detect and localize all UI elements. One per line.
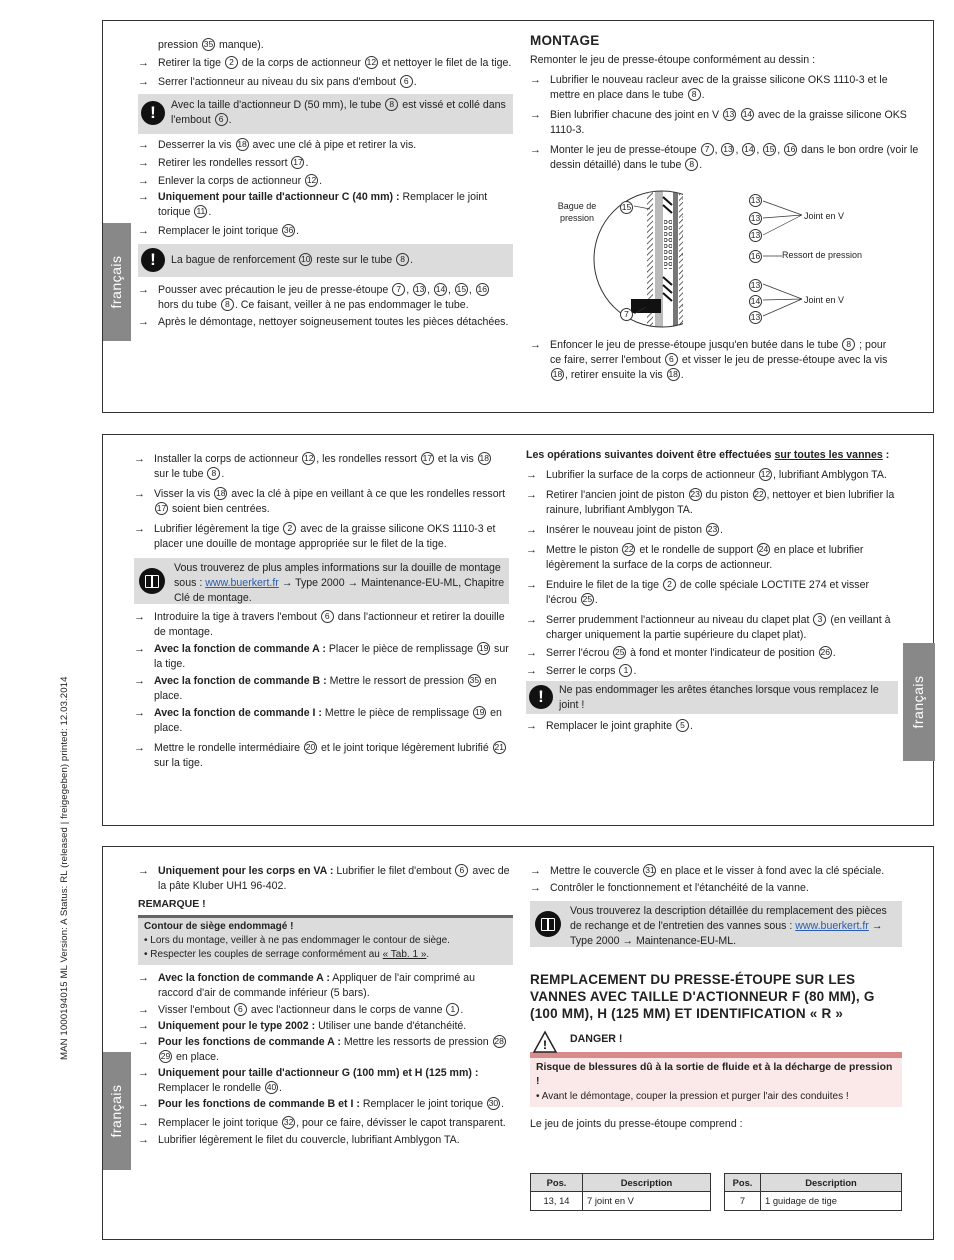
part-number-callout: 30 bbox=[488, 1097, 499, 1108]
part-number-callout: 19 bbox=[478, 643, 489, 654]
part-number-callout: 6 bbox=[234, 1003, 247, 1016]
all-valves-steps bbox=[526, 448, 898, 734]
part-number-callout: 12 bbox=[304, 453, 314, 463]
step: → Lubrifier légèrement la tige 2 avec de la graisse silicone OKS 1110-3 et placer une douille de montage appropriée sur le filet de la tige. bbox=[134, 522, 509, 552]
callout-16: 16 bbox=[750, 251, 761, 261]
disassembly-steps bbox=[138, 38, 513, 330]
step: → Uniquement pour le type 2002 : Utiliser une bande d'étanchéité. bbox=[138, 1019, 513, 1034]
joint-label: Joint en V bbox=[804, 211, 845, 221]
step: → Installer la corps de actionneur 12 , les rondelles ressort 17 et la vis 18 sur le tube 8 . bbox=[134, 452, 509, 482]
exclamation-icon: ! bbox=[529, 685, 553, 709]
step: → Retirer l'ancien joint de piston 23 du piston 22 , nettoyer et bien lubrifier la rainure, lubrifiant Amblygon TA. bbox=[526, 488, 898, 518]
step: → Pour les fonctions de commande B et I : Remplacer le joint torique 30 . bbox=[138, 1097, 513, 1112]
step: → Avec la fonction de commande A : Appliquer de l'air comprimé au raccord d'air de commande inférieur (5 bars). bbox=[138, 971, 513, 1001]
part-number-callout: 17 bbox=[156, 503, 167, 514]
part-number-callout: 11 bbox=[194, 205, 207, 218]
part-number-callout: 24 bbox=[758, 544, 769, 555]
part-number-callout: 18 bbox=[216, 488, 226, 499]
step: → Visser l'embout 6 avec l'actionneur dans le corps de vanne 1 . bbox=[138, 1003, 513, 1018]
step: → Lubrifier le nouveau racleur avec de la graisse silicone OKS 1110-3 et le mettre en place dans le tube 8 . bbox=[530, 73, 920, 103]
part-number-callout: 19 bbox=[474, 707, 485, 718]
part-number-callout: 18 bbox=[237, 139, 247, 150]
part-number-callout: 23 bbox=[707, 524, 718, 535]
manual-book-icon bbox=[139, 568, 165, 594]
part-number-callout: 18 bbox=[668, 369, 678, 380]
step: → Insérer le nouveau joint de piston 23 . bbox=[526, 523, 898, 538]
step: → Uniquement pour les corps en VA : Lubrifier le filet d'embout 6 avec de la pâte Kluber UH1 96-402. bbox=[138, 864, 513, 894]
final-steps bbox=[138, 864, 513, 1148]
step: → Monter le jeu de presse-étoupe 7 , 13 , 14 , 15 , 16 dans le bon ordre (voir le dessin détaillé) dans le tube 8 . bbox=[530, 143, 920, 173]
info-note: Vous trouverez de plus amples informations sur la douille de montage sous : www.buerkert.fr → Type 2000 → Maintenance-EU-ML, Chapitre Clé de montage. bbox=[134, 558, 509, 604]
replacement-section bbox=[530, 864, 902, 1132]
step: → Avec la fonction de commande I : Mettre le pièce de remplissage 19 en place. bbox=[134, 706, 509, 736]
step: → Serrer prudemment l'actionneur au niveau du clapet plat 3 (en veillant à charger uniquement la partie supérieure du clapet plat). bbox=[526, 613, 898, 643]
part-number-callout: 13 bbox=[724, 108, 735, 119]
danger-triangle-icon bbox=[532, 1030, 558, 1054]
part-number-callout: 20 bbox=[305, 742, 316, 753]
step: → Desserrer la vis 18 avec une clé à pipe et retirer la vis. bbox=[138, 138, 513, 153]
panel-reassembly bbox=[102, 434, 934, 826]
part-number-callout: 35 bbox=[203, 39, 214, 49]
panel-disassembly bbox=[102, 20, 934, 413]
part-number-callout: 2 bbox=[663, 578, 676, 591]
parts-table-2: Pos. Description 7 1 guidage de tige bbox=[724, 1173, 902, 1211]
part-number-callout: 28 bbox=[494, 1035, 504, 1046]
step: → Mettre le piston 22 et le rondelle de support 24 en place et lubrifier légèrement la surface de la corps de actionneur. bbox=[526, 543, 898, 573]
part-number-callout: 14 bbox=[744, 144, 754, 155]
callout-13: 13 bbox=[750, 312, 761, 322]
manual-book-icon bbox=[535, 911, 561, 937]
step: → Pousser avec précaution le jeu de presse-étoupe 7 , 13 , 14 , 15 , 16 hors du tube 8 . Ce faisant, veiller à ne pas endommager le tube. bbox=[138, 283, 513, 313]
part-number-callout: 8 bbox=[842, 338, 855, 351]
part-number-callout: 1 bbox=[619, 664, 632, 677]
part-number-callout: 13 bbox=[414, 284, 425, 295]
callout-7: 7 bbox=[620, 308, 633, 321]
svg-text:!: ! bbox=[543, 1037, 547, 1052]
part-number-callout: 32 bbox=[283, 1116, 294, 1127]
step: → Enduire le filet de la tige 2 de colle spéciale LOCTITE 274 et visser l'écrou 25 . bbox=[526, 578, 898, 608]
warning-note: ! La bague de renforcement 10 reste sur le tube 8 . bbox=[138, 244, 513, 277]
step: → Retirer les rondelles ressort 17 . bbox=[138, 156, 513, 171]
part-number-callout: 22 bbox=[624, 544, 634, 555]
part-number-callout: 6 bbox=[400, 75, 413, 88]
part-number-callout: 12 bbox=[366, 57, 377, 68]
part-number-callout: 12 bbox=[306, 175, 317, 186]
part-number-callout: 3 bbox=[813, 613, 826, 626]
danger-block: ! DANGER ! Risque de blessures dû à la sortie de fluide et à la décharge de pression ! • Avant le démontage, couper la pression et purger l'air des conduites ! bbox=[530, 1030, 902, 1108]
part-number-callout: 6 bbox=[215, 113, 228, 126]
part-number-callout: 7 bbox=[392, 283, 405, 296]
remark-box: Contour de siège endommagé ! • Lors du montage, veiller à ne pas endommager le contour de siège. • Respecter les couples de serrage conformément au « Tab. 1 ». bbox=[138, 915, 513, 965]
step: → Serrer l'actionneur au niveau du six pans d'embout 6 . bbox=[138, 75, 513, 90]
step: → Lubrifier la surface de la corps de actionneur 12 , lubrifiant Amblygon TA. bbox=[526, 468, 898, 483]
part-number-callout: 31 bbox=[645, 865, 655, 875]
step: → Uniquement pour taille d'actionneur C (40 mm) : Remplacer le joint torique 11 . bbox=[138, 190, 513, 220]
part-number-callout: 17 bbox=[422, 453, 433, 463]
step: pression 35 manque). bbox=[158, 39, 264, 51]
part-number-callout: 14 bbox=[435, 284, 446, 295]
panel-final-assembly bbox=[102, 846, 934, 1240]
step: → Retirer la tige 2 de la corps de actionneur 12 et nettoyer le filet de la tige. bbox=[138, 56, 513, 71]
language-tab: français bbox=[903, 643, 935, 761]
step: → Après le démontage, nettoyer soigneusement toutes les pièces détachées. bbox=[138, 315, 513, 330]
exclamation-icon: ! bbox=[141, 101, 165, 125]
callout-13: 13 bbox=[750, 213, 761, 223]
step: → Avec la fonction de commande B : Mettre le ressort de pression 35 en place. bbox=[134, 674, 509, 704]
buerkert-link[interactable]: www.buerkert.fr bbox=[205, 577, 279, 590]
danger-box: Risque de blessures dû à la sortie de fluide et à la décharge de pression ! • Avant le démontage, couper la pression et purger l'air des conduites ! bbox=[530, 1052, 902, 1108]
part-number-callout: 25 bbox=[582, 594, 593, 605]
table-link[interactable]: « Tab. 1 » bbox=[382, 949, 427, 961]
callout-14: 14 bbox=[750, 296, 761, 306]
part-number-callout: 36 bbox=[283, 225, 294, 236]
part-number-callout: 15 bbox=[456, 284, 467, 295]
part-number-callout: 15 bbox=[765, 144, 775, 155]
part-number-callout: 23 bbox=[690, 489, 700, 500]
callout-15: 15 bbox=[621, 202, 632, 212]
language-tab: français bbox=[103, 1052, 131, 1170]
section-title: REMPLACEMENT DU PRESSE-ÉTOUPE SUR LES VANNES AVEC TAILLE D'ACTIONNEUR F (80 MM), G (100 MM), H (125 MM) ET IDENTIFICATION « R » bbox=[530, 972, 875, 1021]
part-number-callout: 16 bbox=[785, 144, 796, 155]
callout-13: 13 bbox=[750, 230, 761, 240]
part-number-callout: 12 bbox=[760, 469, 771, 480]
info-note: Vous trouverez la description détaillée du remplacement des pièces de rechange et de l'entretien des vannes sous : www.buerkert.fr → Type 2000 → Maintenance-EU-ML. bbox=[530, 901, 902, 947]
step: → Mettre le couvercle 31 en place et le visser à fond avec la clé spéciale. bbox=[530, 864, 902, 879]
part-number-callout: 2 bbox=[225, 56, 238, 69]
step: → Uniquement pour taille d'actionneur G (100 mm) et H (125 mm) : Remplacer le rondelle 40 . bbox=[138, 1066, 513, 1096]
remark-heading: REMARQUE ! bbox=[138, 898, 206, 911]
part-number-callout: 6 bbox=[455, 864, 468, 877]
part-number-callout: 8 bbox=[385, 98, 398, 111]
callout-13: 13 bbox=[750, 195, 761, 205]
part-number-callout: 40 bbox=[266, 1081, 277, 1092]
part-number-callout: 7 bbox=[701, 143, 714, 156]
part-number-callout: 6 bbox=[321, 610, 334, 623]
exclamation-icon: ! bbox=[141, 248, 165, 272]
part-number-callout: 5 bbox=[676, 719, 689, 732]
step: → Remplacer le joint torique 36 . bbox=[138, 224, 513, 239]
step: → Visser la vis 18 avec la clé à pipe en veillant à ce que les rondelles ressort 17 soient bien centrées. bbox=[134, 487, 509, 517]
part-number-callout: 8 bbox=[221, 298, 234, 311]
step: → Serrer l'écrou 25 à fond et monter l'indicateur de position 26 . bbox=[526, 646, 898, 661]
part-number-callout: 26 bbox=[820, 647, 830, 658]
step: → Mettre le rondelle intermédiaire 20 et le joint torique légèrement lubrifié 21 sur la tige. bbox=[134, 741, 509, 771]
part-number-callout: 35 bbox=[469, 675, 480, 686]
part-number-callout: 6 bbox=[665, 353, 678, 366]
part-number-callout: 1 bbox=[446, 1003, 459, 1016]
joint-label: Joint en V bbox=[804, 295, 845, 305]
language-tab: français bbox=[103, 223, 131, 341]
section-intro: Les opérations suivantes doivent être effectuées sur toutes les vannes : bbox=[526, 449, 890, 461]
warning-note: ! Avec la taille d'actionneur D (50 mm), le tube 8 est vissé et collé dans l'embout 6 . bbox=[138, 94, 513, 134]
warning-note: ! Ne pas endommager les arêtes étanches lorsque vous remplacez le joint ! bbox=[526, 681, 898, 714]
set-intro: Le jeu de joints du presse-étoupe comprend : bbox=[530, 1118, 743, 1131]
step: → Serrer le corps 1 . bbox=[526, 664, 898, 679]
part-number-callout: 8 bbox=[396, 253, 409, 266]
step: → Enlever la corps de actionneur 12 . bbox=[138, 174, 513, 189]
part-number-callout: 17 bbox=[293, 157, 303, 168]
callout-13: 13 bbox=[750, 280, 761, 290]
step: → Enfoncer le jeu de presse-étoupe jusqu'en butée dans le tube 8 ; pour ce faire, serrer l'embout 6 et visser le jeu de presse-étoupe avec la vis 18 , retirer ensuite la vis 18 . bbox=[530, 338, 900, 383]
part-number-callout: 21 bbox=[494, 742, 504, 753]
reassembly-steps bbox=[134, 452, 509, 772]
part-number-callout: 29 bbox=[160, 1050, 171, 1061]
bague-label: Bague de pression bbox=[557, 201, 597, 223]
part-number-callout: 8 bbox=[688, 88, 701, 101]
part-number-callout: 2 bbox=[283, 522, 296, 535]
part-number-callout: 8 bbox=[685, 158, 698, 171]
part-number-callout: 13 bbox=[723, 144, 733, 155]
step: → Remplacer le joint graphite 5 . bbox=[526, 719, 898, 734]
buerkert-link[interactable]: www.buerkert.fr bbox=[795, 920, 869, 933]
document-meta-info: MAN 1000194015 ML Version: A Status: RL (released | freigegeben) printed: 12.03.2014 bbox=[59, 676, 70, 1060]
step: → Avec la fonction de commande A : Placer le pièce de remplissage 19 sur la tige. bbox=[134, 642, 509, 672]
part-number-callout: 10 bbox=[301, 254, 311, 265]
part-number-callout: 14 bbox=[742, 108, 753, 119]
part-number-callout: 18 bbox=[479, 453, 489, 463]
intro-text: Remonter le jeu de presse-étoupe conformément au dessin : bbox=[530, 53, 816, 66]
section-title: MONTAGE bbox=[530, 33, 600, 48]
part-number-callout: 18 bbox=[552, 369, 563, 380]
step: → Contrôler le fonctionnement et l'étanchéité de la vanne. bbox=[530, 881, 902, 896]
step: → Lubrifier légèrement le filet du couvercle, lubrifiant Amblygon TA. bbox=[138, 1133, 513, 1148]
ressort-label: Ressort de pression bbox=[782, 250, 863, 260]
part-number-callout: 22 bbox=[754, 489, 764, 500]
step: → Pour les fonctions de commande A : Mettre les ressorts de pression 28 29 en place. bbox=[138, 1035, 513, 1065]
part-number-callout: 8 bbox=[207, 467, 220, 480]
step: → Introduire la tige à travers l'embout 6 dans l'actionneur et retirer la douille de montage. bbox=[134, 610, 509, 640]
part-number-callout: 25 bbox=[614, 647, 625, 658]
assembly-steps bbox=[530, 33, 920, 173]
parts-table-1: Pos. Description 13, 14 7 joint en V bbox=[530, 1173, 711, 1211]
step: → Bien lubrifier chacune des joint en V 13 14 avec de la graisse silicone OKS 1110-3. bbox=[530, 108, 920, 138]
part-number-callout: 16 bbox=[477, 284, 488, 295]
step: → Remplacer le joint torique 32 , pour ce faire, dévisser le capot transparent. bbox=[138, 1116, 513, 1131]
